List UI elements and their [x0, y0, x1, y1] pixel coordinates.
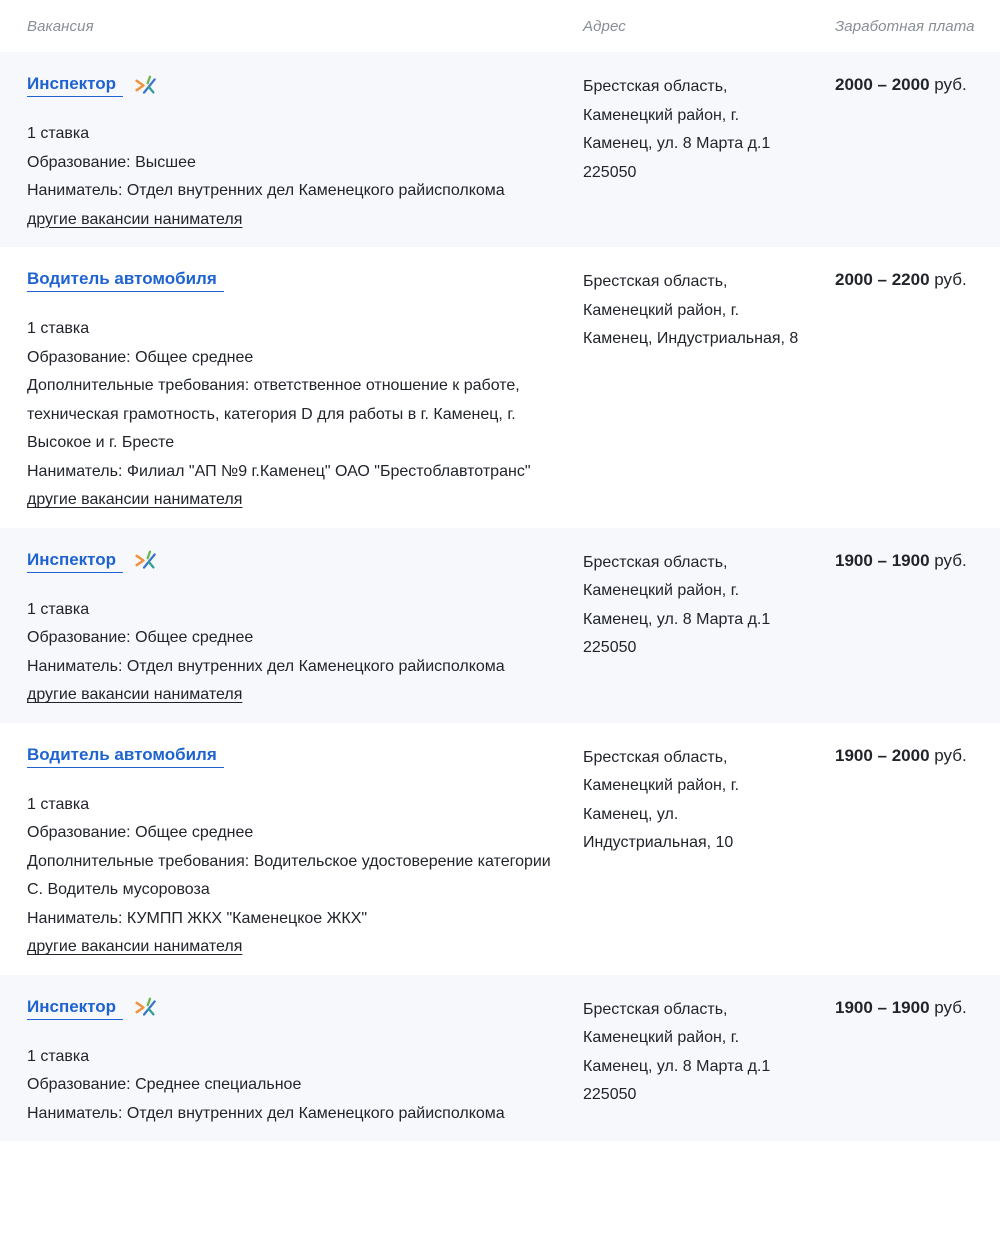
job-address: Брестская область, Каменецкий район, г. Каменец, Индустриальная, 8: [583, 273, 799, 347]
vacancy-title-line: [27, 267, 555, 293]
vacancy-link[interactable]: Водитель автомобиля: [27, 268, 224, 292]
job-detail: Наниматель: Отдел внутренних дел Каменецкого райисполкома: [27, 182, 505, 199]
vacancy-title-line: [27, 995, 555, 1021]
other-vacancies-link[interactable]: другие вакансии нанимателя: [27, 938, 243, 955]
job-details: [27, 315, 555, 515]
job-details: [27, 1043, 555, 1129]
job-address: Брестская область, Каменецкий район, г. Каменец, ул. 8 Марта д.1 225050: [583, 553, 771, 656]
table-header: [0, 0, 1000, 52]
job-row: [0, 528, 1000, 723]
salary-unit: руб.: [934, 550, 967, 570]
vacancy-cell: [0, 70, 583, 234]
vacancy-cell: [0, 741, 583, 962]
job-detail: 1 ставка: [27, 600, 90, 618]
salary-unit: руб.: [934, 270, 967, 289]
job-detail: 1 ставка: [27, 125, 90, 142]
job-row: [0, 247, 1000, 528]
job-detail: Наниматель: Филиал "АП №9 г.Каменец" ОАО "Брестоблавтотранс": [27, 462, 531, 480]
salary-range: 1900 – 1900: [835, 550, 930, 570]
job-detail: Наниматель: Отдел внутренних дел Каменецкого райисполкома: [27, 657, 505, 675]
job-row: [0, 52, 1000, 247]
salary-range: 2000 – 2200: [835, 270, 930, 289]
job-details: [27, 791, 555, 962]
job-row: [0, 975, 1000, 1142]
gov-star-icon: [133, 73, 158, 98]
job-detail: Образование: Общее среднее: [27, 629, 254, 646]
job-detail: Наниматель: КУМПП ЖКХ "Каменецкое ЖКХ": [27, 909, 368, 927]
vacancy-title-line: [27, 743, 555, 769]
job-salary: [835, 993, 1000, 1129]
salary-range: 1900 – 2000: [835, 745, 930, 765]
job-salary: [835, 70, 1000, 234]
vacancy-title-line: [27, 548, 555, 574]
job-address: Брестская область, Каменецкий район, г. Каменец, ул. Индустриальная, 10: [583, 748, 740, 851]
job-salary: [835, 741, 1000, 962]
column-header-address: Адрес: [583, 17, 626, 35]
job-detail: Образование: Общее среднее: [27, 824, 254, 841]
job-detail: Дополнительные требования: ответственное отношение к работе, техническая грамотность, категория D для работы в г. Каменец, г. Высокое и г. Бресте: [27, 377, 520, 451]
column-header-vacancy: Вакансия: [27, 17, 94, 35]
salary-range: 1900 – 1900: [835, 997, 930, 1017]
job-salary: [835, 546, 1000, 710]
vacancy-cell: [0, 546, 583, 710]
job-detail: 1 ставка: [27, 1047, 90, 1065]
other-vacancies-link[interactable]: другие вакансии нанимателя: [27, 491, 243, 508]
job-details: [27, 120, 555, 234]
job-detail: Образование: Общее среднее: [27, 348, 254, 366]
job-detail: Образование: Среднее специальное: [27, 1076, 302, 1093]
job-address: Брестская область, Каменецкий район, г. Каменец, ул. 8 Марта д.1 225050: [583, 1000, 771, 1103]
column-header-salary: Заработная плата: [835, 17, 975, 35]
job-row: [0, 723, 1000, 975]
vacancy-link[interactable]: Инспектор: [27, 73, 123, 97]
vacancy-link[interactable]: Инспектор: [27, 549, 123, 573]
gov-star-icon: [133, 548, 158, 573]
job-detail: Наниматель: Отдел внутренних дел Каменецкого райисполкома: [27, 1104, 505, 1122]
other-vacancies-link[interactable]: другие вакансии нанимателя: [27, 210, 243, 228]
gov-star-icon: [133, 995, 158, 1020]
job-address: Брестская область, Каменецкий район, г. Каменец, ул. 8 Марта д.1 225050: [583, 78, 771, 181]
vacancy-link[interactable]: Водитель автомобиля: [27, 744, 224, 768]
job-detail: 1 ставка: [27, 795, 90, 813]
other-vacancies-link[interactable]: другие вакансии нанимателя: [27, 686, 243, 703]
salary-range: 2000 – 2000: [835, 75, 930, 94]
job-detail: Дополнительные требования: Водительское удостоверение категории C. Водитель мусоровоза: [27, 852, 551, 898]
salary-unit: руб.: [934, 997, 967, 1017]
job-detail: Образование: Высшее: [27, 153, 196, 171]
job-details: [27, 596, 555, 710]
salary-unit: руб.: [934, 75, 967, 94]
vacancy-cell: [0, 265, 583, 515]
job-detail: 1 ставка: [27, 320, 90, 337]
salary-unit: руб.: [934, 745, 967, 765]
job-salary: [835, 265, 1000, 515]
vacancy-link[interactable]: Инспектор: [27, 996, 123, 1020]
vacancy-title-line: [27, 72, 555, 98]
vacancy-cell: [0, 993, 583, 1129]
